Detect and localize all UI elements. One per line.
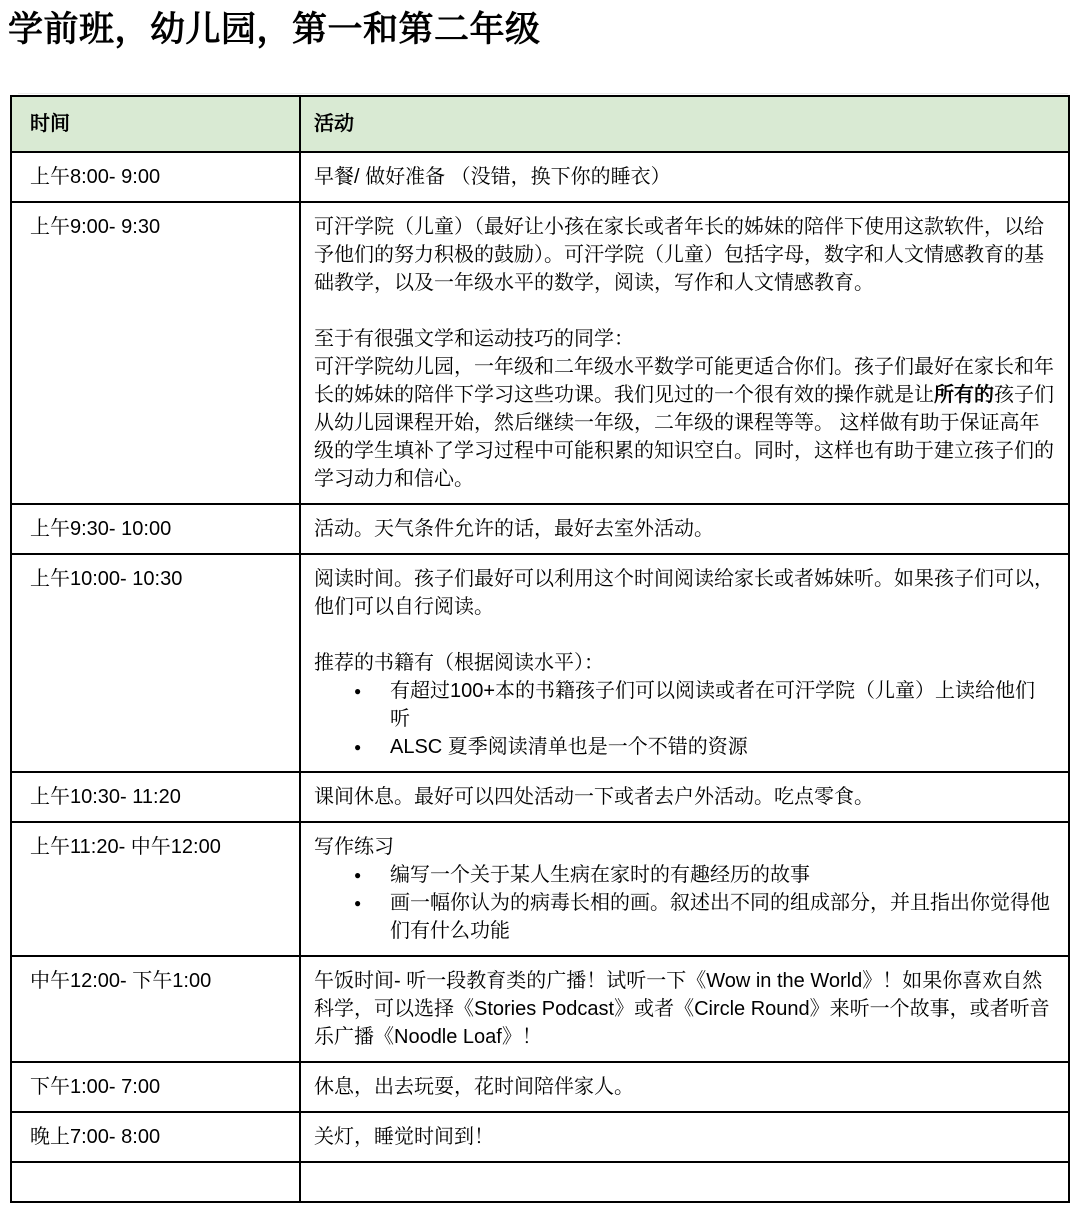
- table-row: [11, 772, 1069, 822]
- activity-cell: [300, 1162, 1069, 1202]
- paragraph: [314, 1123, 1054, 1151]
- blank-line: [314, 621, 1054, 649]
- divider-hairline: [18, 93, 1068, 94]
- paragraph: [314, 783, 1054, 811]
- activity-cell: [300, 822, 1069, 956]
- activity-cell: [300, 504, 1069, 554]
- table-row: [11, 1112, 1069, 1162]
- list-item-text: 画一幅你认为的病毒长相的画。叙述出不同的组成部分，并且指出你觉得他们有什么功能: [390, 892, 1050, 942]
- activity-cell: [300, 956, 1069, 1062]
- activity-cell: [300, 554, 1069, 772]
- bullet-icon: ●: [354, 896, 362, 910]
- time-cell: 下午1:00- 7:00: [11, 1062, 300, 1112]
- table-row: [11, 504, 1069, 554]
- column-header-time: 时间: [11, 96, 300, 152]
- time-cell: 上午9:00- 9:30: [11, 202, 300, 504]
- text-run: 孩子们从幼儿园课程开始，然后继续一年级，二年级的课程等等。 这样做有助于保证高年级的学生填补了学习过程中可能积累的知识空白。同时，这样也有助于建立孩子们的学习动力和信心。: [314, 384, 1054, 490]
- list-item: [314, 733, 1054, 761]
- paragraph: [314, 353, 1054, 493]
- activity-cell: [300, 1062, 1069, 1112]
- bullet-icon: ●: [354, 684, 362, 698]
- time-cell: 上午10:00- 10:30: [11, 554, 300, 772]
- text-run: 阅读时间。孩子们最好可以利用这个时间阅读给家长或者姊妹听。如果孩子们可以，他们可以自行阅读。: [314, 568, 1054, 618]
- table-row: [11, 956, 1069, 1062]
- list-item-text: 编写一个关于某人生病在家时的有趣经历的故事: [390, 864, 810, 886]
- bullet-list: [314, 677, 1054, 761]
- paragraph: [314, 565, 1054, 621]
- activity-cell: [300, 772, 1069, 822]
- time-cell: [11, 1162, 300, 1202]
- list-item: [314, 861, 1054, 889]
- list-item-text: ALSC 夏季阅读清单也是一个不错的资源: [390, 736, 748, 758]
- text-run: 至于有很强文学和运动技巧的同学：: [314, 328, 634, 350]
- paragraph: [314, 325, 1054, 353]
- time-cell: 上午8:00- 9:00: [11, 152, 300, 202]
- table-row-partial: [11, 1162, 1069, 1202]
- time-cell: 上午9:30- 10:00: [11, 504, 300, 554]
- text-run: 活动。天气条件允许的话，最好去室外活动。: [314, 518, 714, 540]
- time-cell: 晚上7:00- 8:00: [11, 1112, 300, 1162]
- table-row: [11, 554, 1069, 772]
- text-run: 写作练习: [314, 836, 394, 858]
- list-item: [314, 677, 1054, 733]
- bold-text: 所有的: [934, 384, 994, 406]
- list-item-text: 有超过100+本的书籍孩子们可以阅读或者在可汗学院（儿童）上读给他们听: [390, 680, 1036, 730]
- text-run: 午饭时间- 听一段教育类的广播！试听一下《Wow in the World》！如果你喜欢自然科学，可以选择《Stories Podcast》或者《Circle Round》来听一个故事，或者听音乐广播《Noodle Loaf》！: [314, 970, 1050, 1048]
- text-run: 课间休息。最好可以四处活动一下或者去户外活动。吃点零食。: [314, 786, 874, 808]
- table-row: [11, 202, 1069, 504]
- blank-line: [314, 297, 1054, 325]
- time-cell: 上午11:20- 中午12:00: [11, 822, 300, 956]
- bullet-list: [314, 861, 1054, 945]
- text-run: 早餐/ 做好准备 （没错，换下你的睡衣）: [314, 166, 671, 188]
- text-run: 推荐的书籍有（根据阅读水平）：: [314, 652, 604, 674]
- paragraph: [314, 515, 1054, 543]
- time-cell: 中午12:00- 下午1:00: [11, 956, 300, 1062]
- paragraph: [314, 213, 1054, 297]
- header-row: [11, 96, 1069, 152]
- time-cell: 上午10:30- 11:20: [11, 772, 300, 822]
- text-run: 可汗学院（儿童）（最好让小孩在家长或者年长的姊妹的陪伴下使用这款软件，以给予他们的努力积极的鼓励）。可汗学院（儿童）包括字母，数字和人文情感教育的基础教学，以及一年级水平的数学，阅读，写作和人文情感教育。: [314, 216, 1044, 294]
- schedule-table: [10, 95, 1070, 1203]
- page-title: 学前班，幼儿园，第一和第二年级: [8, 10, 541, 49]
- column-header-activity: 活动: [300, 96, 1069, 152]
- table-row: [11, 1062, 1069, 1112]
- activity-cell: [300, 202, 1069, 504]
- table-row: [11, 152, 1069, 202]
- paragraph: [314, 163, 1054, 191]
- paragraph: [314, 967, 1054, 1051]
- text-run: 可汗学院幼儿园，一年级和二年级水平数学可能更适合你们。孩子们最好在家长和年长的姊妹的陪伴下学习这些功课。我们见过的一个很有效的操作就是让: [314, 356, 1054, 406]
- text-run: 关灯，睡觉时间到！: [314, 1126, 494, 1148]
- activity-cell: [300, 152, 1069, 202]
- paragraph: [314, 649, 1054, 677]
- text-run: 休息，出去玩耍，花时间陪伴家人。: [314, 1076, 634, 1098]
- paragraph: [314, 833, 1054, 861]
- bullet-icon: ●: [354, 868, 362, 882]
- paragraph: [314, 1073, 1054, 1101]
- activity-cell: [300, 1112, 1069, 1162]
- bullet-icon: ●: [354, 740, 362, 754]
- table-row: [11, 822, 1069, 956]
- list-item: [314, 889, 1054, 945]
